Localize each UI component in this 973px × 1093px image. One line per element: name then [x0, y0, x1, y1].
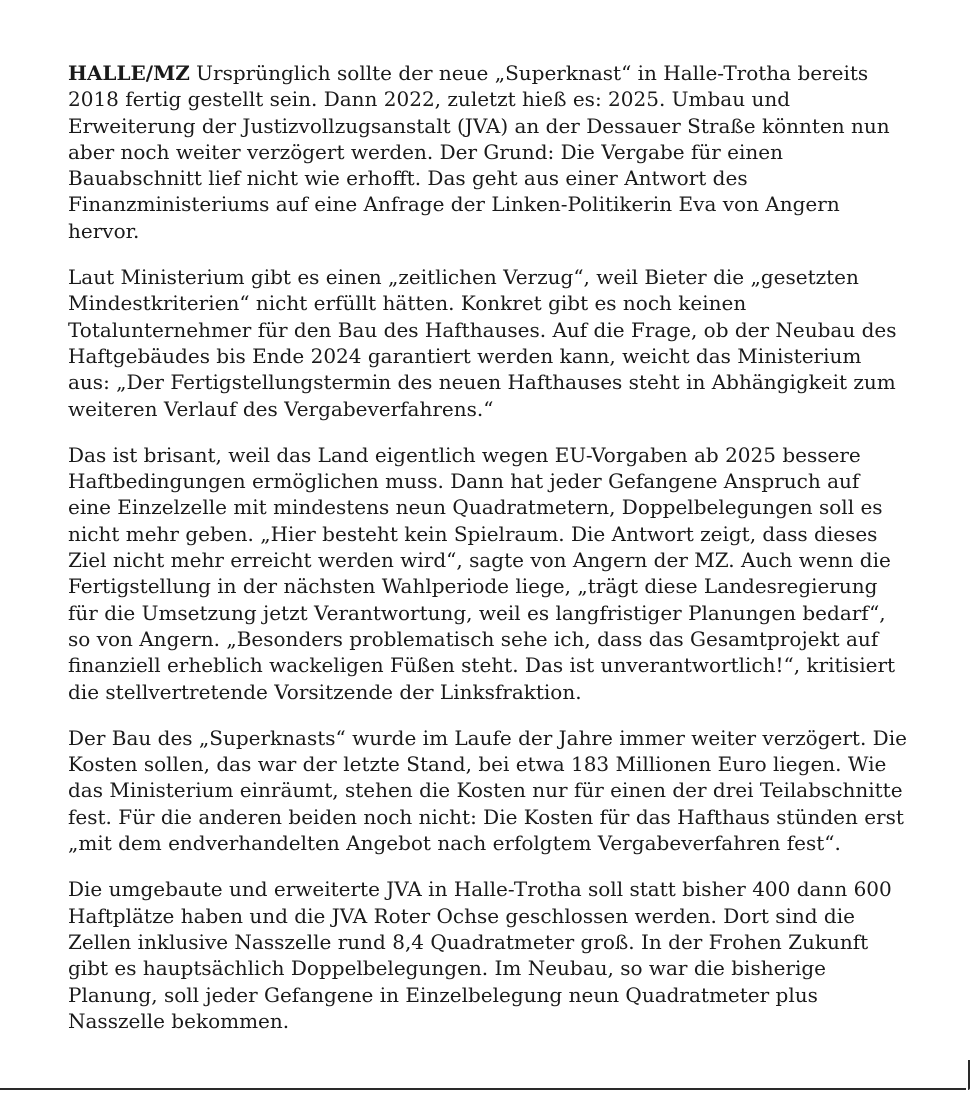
dateline: HALLE/MZ: [68, 61, 190, 85]
paragraph-1-text: Ursprünglich sollte der neue „Superknast“ in Halle-Trotha bereits 2018 fertig gestellt sein. Dann 2022, zuletzt hieß es: 2025. Umbau und Erweiterung der Justizvollzugsanstalt (JVA) an der Dessauer Straße könnten nun aber noch weiter verzögert werden. Der Grund: Die Vergabe für einen Bauabschnitt lief nicht wie erhofft. Das geht aus einer Antwort des Finanzministeriums auf eine Anfrage der Linken-Politikerin Eva von Angern hervor.: [68, 61, 890, 243]
article-paragraph-1: [68, 60, 908, 244]
bottom-border-line: [0, 1088, 966, 1090]
right-border-corner: [968, 1060, 970, 1090]
article-paragraph-5: Die umgebaute und erweiterte JVA in Halle-Trotha soll statt bisher 400 dann 600 Haftplätze haben und die JVA Roter Ochse geschlossen werden. Dort sind die Zellen inklusive Nasszelle rund 8,4 Quadratmeter groß. In der Frohen Zukunft gibt es hauptsächlich Doppelbelegungen. Im Neubau, so war die bisherige Planung, soll jeder Gefangene in Einzelbelegung neun Quadratmeter plus Nasszelle bekommen.: [68, 877, 892, 1033]
article-body: [68, 60, 908, 1054]
article-paragraph-2: Laut Ministerium gibt es einen „zeitlichen Verzug“, weil Bieter die „gesetzten Mindestkriterien“ nicht erfüllt hätten. Konkret gibt es noch keinen Totalunternehmer für den Bau des Hafthauses. Auf die Frage, ob der Neubau des Haftgebäudes bis Ende 2024 garantiert werden kann, weicht das Ministerium aus: „Der Fertigstellungstermin des neuen Hafthauses steht in Abhängigkeit zum weiteren Verlauf des Vergabeverfahrens.“: [68, 265, 897, 421]
article-paragraph-3: Das ist brisant, weil das Land eigentlich wegen EU-Vorgaben ab 2025 bessere Haftbedingungen ermöglichen muss. Dann hat jeder Gefangene Anspruch auf eine Einzelzelle mit mindestens neun Quadratmetern, Doppelbelegungen soll es nicht mehr geben. „Hier besteht kein Spielraum. Die Antwort zeigt, dass dieses Ziel nicht mehr erreicht werden wird“, sagte von Angern der MZ. Auch wenn die Fertigstellung in der nächsten Wahlperiode liege, „trägt diese Landesregierung für die Umsetzung jetzt Verantwortung, weil es langfristiger Planungen bedarf“, so von Angern. „Besonders problematisch sehe ich, dass das Gesamtprojekt auf finanziell erheblich wackeligen Füßen steht. Das ist unverantwortlich!“, kritisiert die stellvertretende Vorsitzende der Linksfraktion.: [68, 442, 896, 704]
article-paragraph-4: Der Bau des „Superknasts“ wurde im Laufe der Jahre immer weiter verzögert. Die Kosten sollen, das war der letzte Stand, bei etwa 183 Millionen Euro liegen. Wie das Ministerium einräumt, stehen die Kosten nur für einen der drei Teilabschnitte fest. Für die anderen beiden noch nicht: Die Kosten für das Hafthaus stünden erst „mit dem endverhandelten Angebot nach erfolgtem Vergabeverfahren fest“.: [68, 725, 907, 856]
